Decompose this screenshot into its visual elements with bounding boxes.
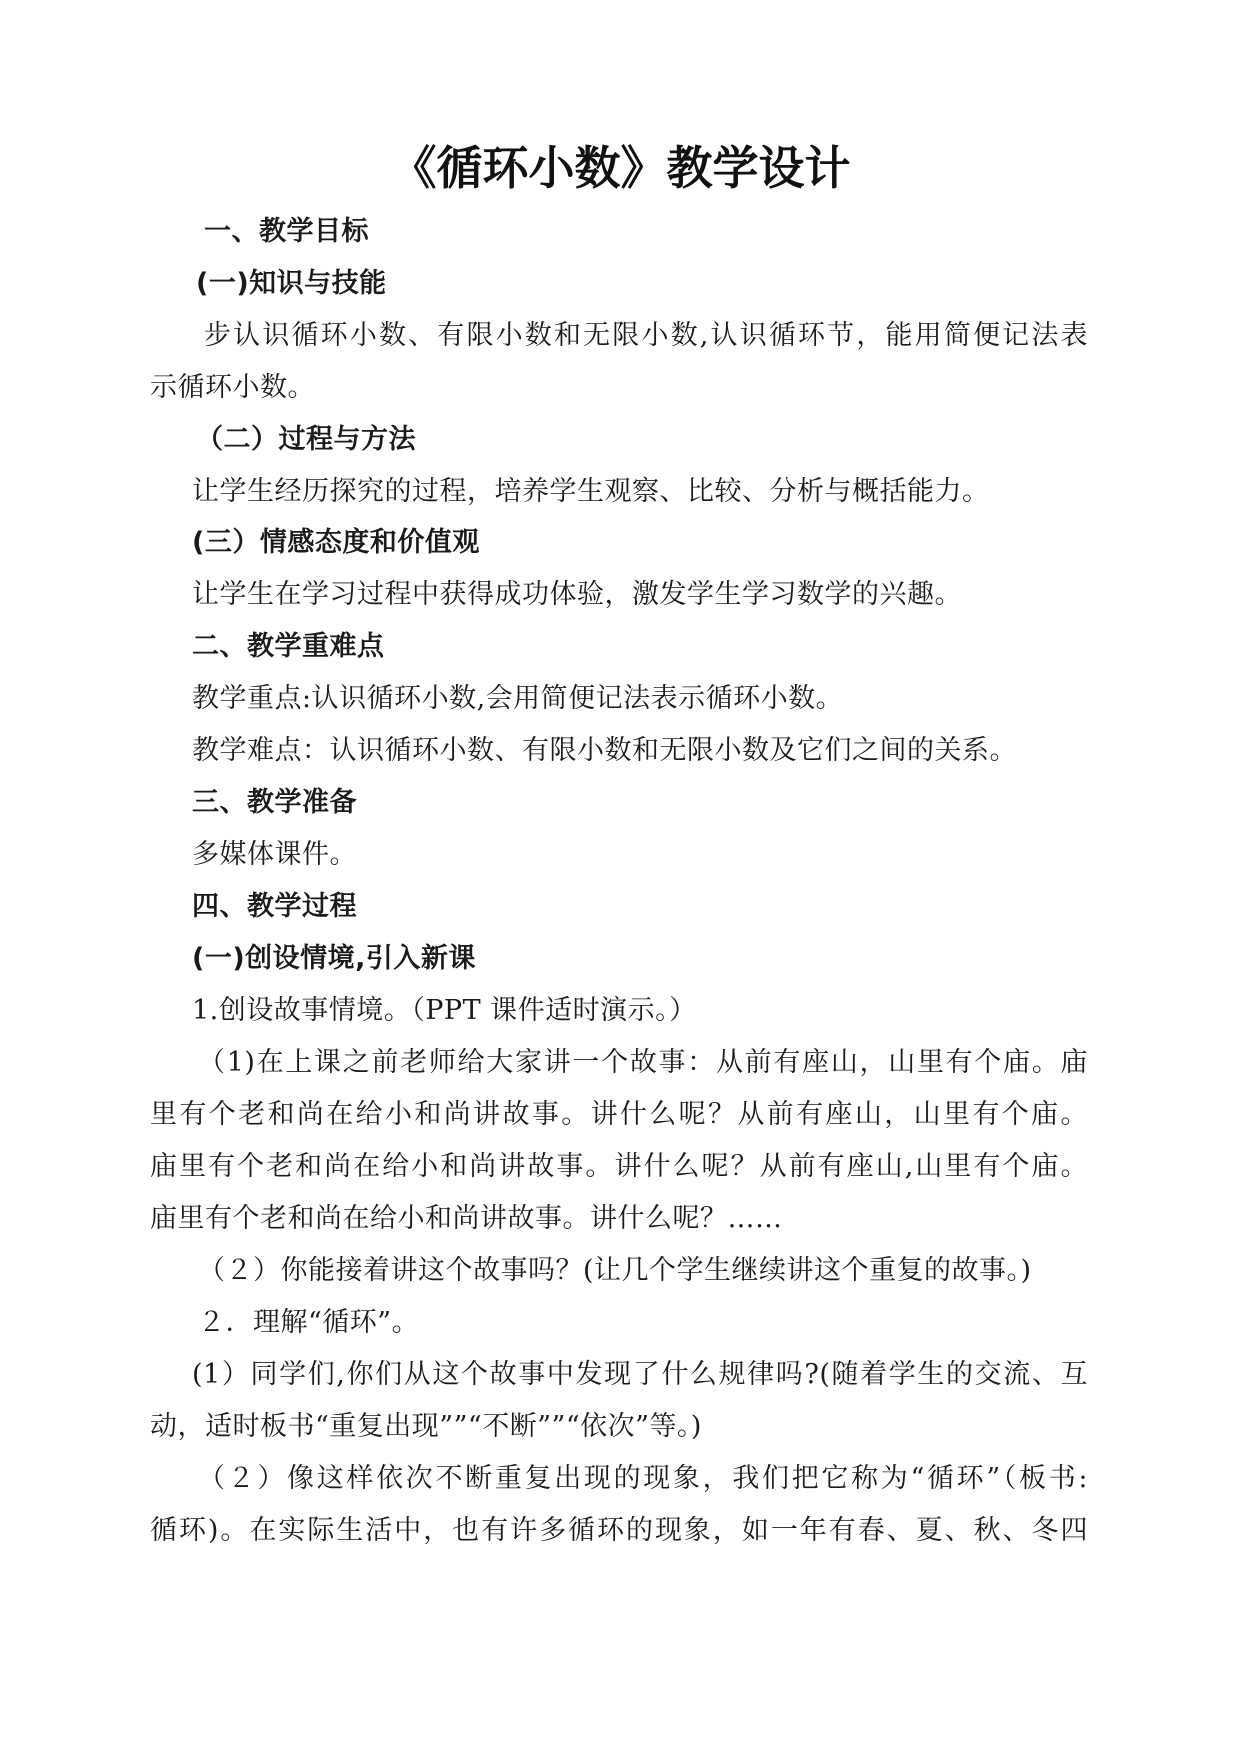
paragraph-line: 教学难点：认识循环小数、有限小数和无限小数及它们之间的关系。	[192, 735, 1017, 766]
heading-teaching-preparation: 三、教学准备	[192, 787, 357, 818]
paragraph-line: (1）同学们,你们从这个故事中发现了什么规律吗?(随着学生的交流、互	[192, 1359, 1088, 1390]
paragraph-line: （1)在上课之前老师给大家讲一个故事：从前有座山，山里有个庙。庙	[198, 1047, 1088, 1078]
paragraph-line: 1.创设故事情境。（PPT 课件适时演示。）	[192, 995, 697, 1026]
paragraph-line: 循环)。在实际生活中，也有许多循环的现象，如一年有春、夏、秋、冬四	[150, 1515, 1088, 1546]
subheading-knowledge-skills: (一)知识与技能	[196, 268, 387, 299]
heading-teaching-process: 四、教学过程	[192, 891, 357, 922]
paragraph-line: 庙里有个老和尚在给小和尚讲故事。讲什么呢？从前有座山,山里有个庙。	[150, 1151, 1088, 1182]
paragraph-line: 庙里有个老和尚在给小和尚讲故事。讲什么呢？……	[150, 1203, 783, 1234]
heading-teaching-goals: 一、教学目标	[204, 216, 369, 247]
paragraph-line: 里有个老和尚在给小和尚讲故事。讲什么呢？从前有座山，山里有个庙。	[150, 1099, 1088, 1130]
paragraph-line: （２）你能接着讲这个故事吗？(让几个学生继续讲这个重复的故事。)	[198, 1255, 1032, 1286]
subheading-emotion-values: (三）情感态度和价值观	[192, 527, 480, 558]
paragraph-line: 多媒体课件。	[192, 839, 357, 870]
paragraph-line: 让学生经历探究的过程，培养学生观察、比较、分析与概括能力。	[192, 476, 990, 507]
subheading-process-method: （二）过程与方法	[196, 424, 416, 455]
paragraph-line: 教学重点:认识循环小数,会用简便记法表示循环小数。	[192, 683, 844, 714]
paragraph-line: 让学生在学习过程中获得成功体验，激发学生学习数学的兴趣。	[192, 579, 962, 610]
heading-key-difficult-points: 二、教学重难点	[192, 631, 385, 662]
subheading-create-situation: (一)创设情境,引入新课	[192, 943, 476, 974]
paragraph-line: 步认识循环小数、有限小数和无限小数,认识循环节，能用简便记法表	[204, 320, 1088, 351]
paragraph-line: 示循环小数。	[150, 372, 315, 403]
paragraph-line: （２）像这样依次不断重复出现的现象，我们把它称为“循环”（板书:	[198, 1463, 1088, 1494]
document-title: 《循环小数》教学设计	[390, 141, 851, 195]
paragraph-line: ２．理解“循环”。	[198, 1307, 420, 1338]
paragraph-line: 动，适时板书“重复出现””“不断””“依次”等。)	[150, 1411, 702, 1442]
